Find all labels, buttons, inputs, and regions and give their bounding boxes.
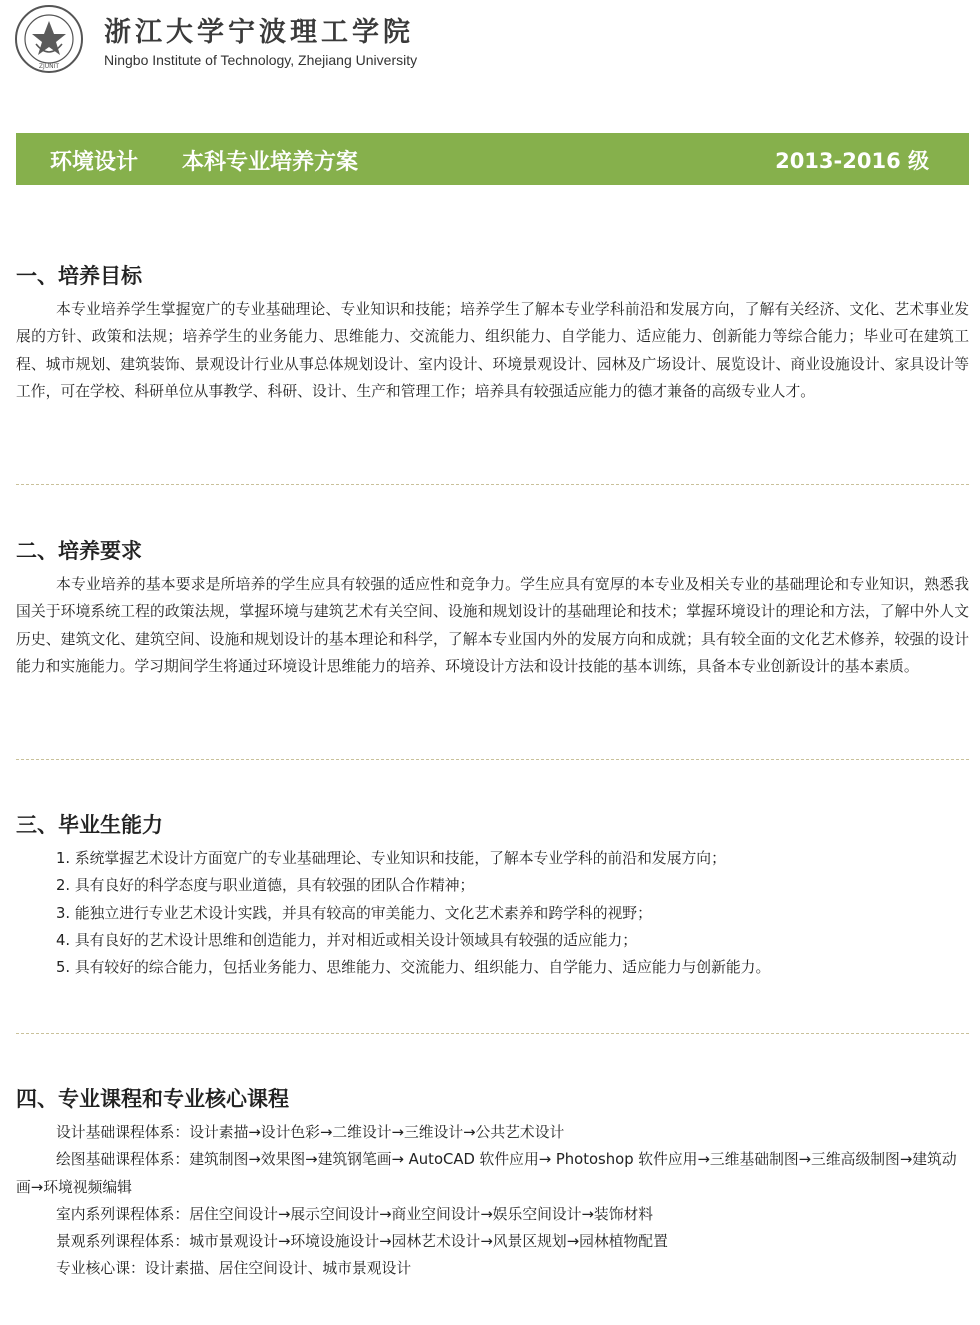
page-header <box>0 0 980 80</box>
list-item: 2. 具有良好的科学态度与职业道德，具有较强的团队合作精神； <box>56 877 475 895</box>
university-name-english: Ningbo Institute of Technology, Zhejiang University <box>104 52 418 68</box>
course-text: 居住空间设计→展示空间设计→商业空间设计→娱乐空间设计→装饰材料 <box>189 1205 654 1223</box>
plan-title: 本科专业培养方案 <box>182 150 359 175</box>
ability-list <box>16 845 969 981</box>
course-text: 建筑制图→效果图→建筑钢笔画→ AutoCAD 软件应用→ Photoshop 软件应用→三维基础制图→三维高级制图→建筑动画→环境视频编辑 <box>16 1151 957 1196</box>
course-text: 设计素描、居住空间设计、城市景观设计 <box>144 1260 412 1278</box>
section-training-requirements <box>16 537 969 680</box>
course-label: 景观系列课程体系： <box>56 1233 190 1251</box>
course-system-interior <box>16 1201 969 1228</box>
section-divider <box>16 759 969 760</box>
major-name: 环境设计 <box>50 150 139 175</box>
list-item: 1. 系统掌握艺术设计方面宽广的专业基础理论、专业知识和技能，了解本专业学科的前沿和发展方向； <box>56 850 726 867</box>
section-graduate-abilities <box>16 811 969 981</box>
course-system-drawing-basics <box>16 1146 969 1201</box>
course-label: 设计基础课程体系： <box>56 1124 190 1141</box>
university-name-chinese: 浙江大学宁波理工学院 <box>104 17 414 48</box>
section-courses <box>16 1085 969 1283</box>
section-title: 二、培养要求 <box>16 539 142 563</box>
course-label: 绘图基础课程体系： <box>56 1151 190 1169</box>
course-label: 专业核心课： <box>56 1260 145 1278</box>
section-divider <box>16 1033 969 1034</box>
course-system-landscape <box>16 1228 969 1255</box>
core-courses <box>16 1255 969 1282</box>
course-system-design-basics <box>16 1119 969 1146</box>
section-divider <box>16 484 969 485</box>
list-item: 5. 具有较好的综合能力，包括业务能力、思维能力、交流能力、组织能力、自学能力、适应能力与创新能力。 <box>56 959 771 977</box>
section-training-objectives <box>16 262 969 405</box>
course-text: 设计素描→设计色彩→二维设计→三维设计→公共艺术设计 <box>189 1124 565 1141</box>
section-title: 三、毕业生能力 <box>16 813 163 837</box>
list-item: 3. 能独立进行专业艺术设计实践，并具有较高的审美能力、文化艺术素养和跨学科的视野； <box>56 904 652 922</box>
course-label: 室内系列课程体系： <box>56 1205 190 1223</box>
list-item: 4. 具有良好的艺术设计思维和创造能力，并对相近或相关设计领域具有较强的适应能力； <box>56 931 638 949</box>
section-title: 四、专业课程和专业核心课程 <box>16 1087 289 1111</box>
cohort-years: 2013-2016 级 <box>775 149 929 173</box>
title-banner <box>16 133 969 185</box>
university-emblem-icon <box>14 4 84 74</box>
section-title: 一、培养目标 <box>16 264 142 288</box>
svg-text:ZJUNIT: ZJUNIT <box>38 63 60 70</box>
section-paragraph: 本专业培养学生掌握宽广的专业基础理论、专业知识和技能；培养学生了解本专业学科前沿和发展方向，了解有关经济、文化、艺术事业发展的方针、政策和法规；培养学生的业务能力、思维能力、交流能力、组织能力、自学能力、适应能力、创新能力等综合能力；毕业可在建筑工程、城市规划、建筑装饰、景观设计行业从事总体规划设计、室内设计、环境景观设计、园林及广场设计、展览设计、商业设施设计、家具设计等工作，可在学校、科研单位从事教学、科研、设计、生产和管理工作；培养具有较强适应能力的德才兼备的高级专业人才。 <box>16 301 969 400</box>
section-paragraph: 本专业培养的基本要求是所培养的学生应具有较强的适应性和竞争力。学生应具有宽厚的本专业及相关专业的基础理论和专业知识，熟悉我国关于环境系统工程的政策法规，掌握环境与建筑艺术有关空间、设施和规划设计的基础理论和技术；掌握环境设计的理论和方法，了解中外人文历史、建筑文化、建筑空间、设施和规划设计的基本理论和科学，了解本专业国内外的发展方向和成就；具有较全面的文化艺术修养，较强的设计能力和实施能力。学习期间学生将通过环境设计思维能力的培养、环境设计方法和设计技能的基本训练，具备本专业创新设计的基本素质。 <box>16 576 969 675</box>
course-text: 城市景观设计→环境设施设计→园林艺术设计→风景区规划→园林植物配置 <box>189 1233 668 1251</box>
